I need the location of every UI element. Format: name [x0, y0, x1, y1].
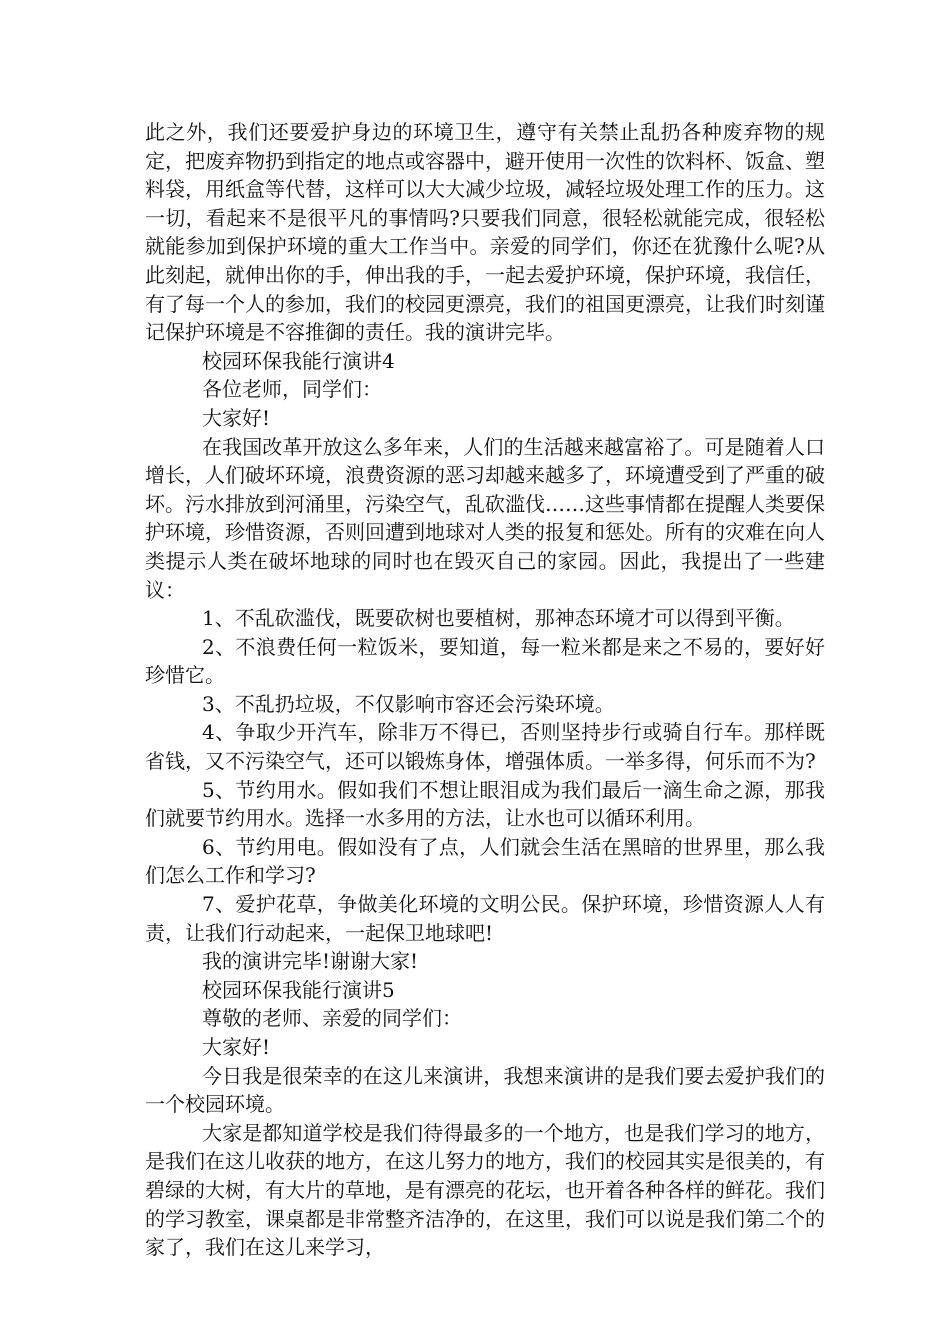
paragraph: 3、不乱扔垃圾，不仅影响市容还会污染环境。 [202, 691, 615, 716]
paragraph: 2、不浪费任何一粒饭米，要知道，每一粒米都是来之不易的，要好好珍惜它。 [145, 634, 825, 688]
paragraph: 7、爱护花草，争做美化环境的文明公民。保护环境，珍惜资源人人有责，让我们行动起来，一起保卫地球吧! [145, 892, 825, 945]
paragraph: 校园环保我能行演讲4 [202, 348, 395, 373]
paragraph: 此之外，我们还要爱护身边的环境卫生，遵守有关禁止乱扔各种废弃物的规定，把废弃物扔到指定的地点或容器中，避开使用一次性的饮料杯、饭盒、塑料袋，用纸盒等代替，这样可以大大减少垃圾，减轻垃圾处理工作的压力。这一切，看起来不是很平凡的事情吗?只要我们同意，很轻松就能完成，很轻松就能参加到保护环境的重大工作当中。亲爱的同学们，你还在犹豫什么呢?从此刻起，就伸出你的手，伸出我的手，一起去爱护环境，保护环境，我信任，有了每一个人的参加，我们的校园更漂亮，我们的祖国更漂亮，让我们时刻谨记保护环境是不容推御的责任。我的演讲完毕。 [145, 120, 825, 345]
paragraph: 在我国改革开放这么多年来，人们的生活越来越富裕了。可是随着人口增长，人们破坏环境，浪费资源的恶习却越来越多了，环境遭受到了严重的破坏。污水排放到河涌里，污染空气，乱砍滥伐……这些事情都在提醒人类要保护环境，珍惜资源，否则回遭到地球对人类的报复和惩处。所有的灾难在向人类提示人类在破坏地球的同时也在毁灭自己的家园。因此，我提出了一些建议： [145, 434, 825, 602]
paragraph: 各位老师，同学们： [202, 377, 382, 402]
paragraph: 我的演讲完毕!谢谢大家! [202, 949, 419, 974]
paragraph: 大家好! [202, 405, 271, 430]
paragraph: 校园环保我能行演讲5 [202, 977, 395, 1002]
paragraph: 大家是都知道学校是我们待得最多的一个地方，也是我们学习的地方，是我们在这儿收获的地方，在这儿努力的地方，我们的校园其实是很美的，有碧绿的大树，有大片的草地，是有漂亮的花坛，也开着各种各样的鲜花。我们的学习教室，课桌都是非常整齐洁净的，在这里，我们可以说是我们第二个的家了，我们在这儿来学习， [145, 1120, 825, 1260]
paragraph: 4、争取少开汽车，除非万不得已，否则坚持步行或骑自行车。那样既省钱，又不污染空气，还可以锻炼身体，增强体质。一举多得，何乐而不为? [145, 720, 825, 774]
paragraph: 大家好! [202, 1035, 271, 1059]
paragraph: 尊敬的老师、亲爱的同学们： [202, 1006, 462, 1031]
paragraph: 5、节约用水。假如我们不想让眼泪成为我们最后一滴生命之源，那我们就要节约用水。选择一水多用的方法，让水也可以循环利用。 [145, 777, 825, 831]
paragraph: 1、不乱砍滥伐，既要砍树也要植树，那神态环境才可以得到平衡。 [202, 606, 795, 631]
paragraph: 今日我是很荣幸的在这儿来演讲，我想来演讲的是我们要去爱护我们的一个校园环境。 [145, 1063, 825, 1117]
paragraph: 6、节约用电。假如没有了点，人们就会生活在黑暗的世界里，那么我们怎么工作和学习? [145, 834, 825, 888]
document-page [145, 118, 825, 1262]
